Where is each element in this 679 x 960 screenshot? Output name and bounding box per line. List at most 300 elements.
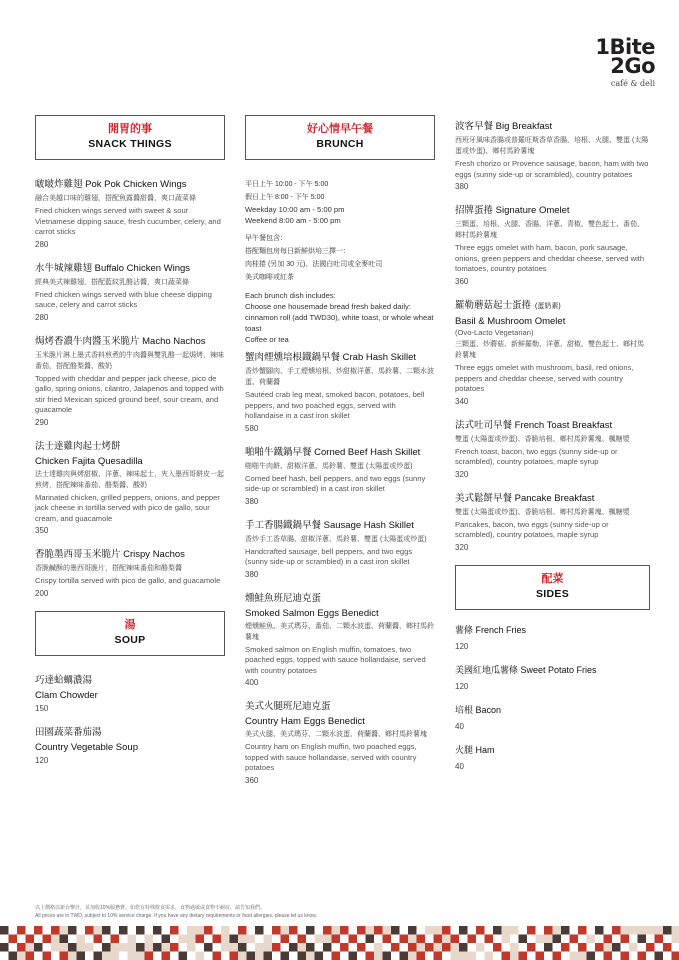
checker-square — [281, 935, 290, 944]
checker-square — [60, 952, 69, 960]
checker-square — [570, 943, 579, 952]
checker-square — [340, 943, 349, 952]
item-title: 香脆墨西哥玉米脆片 Crispy Nachos — [35, 549, 185, 560]
checker-square — [587, 926, 596, 935]
item-title: 啵啵炸雞翅 Pok Pok Chicken Wings — [35, 179, 187, 190]
checker-square — [51, 943, 60, 952]
checker-square — [111, 935, 120, 944]
checker-square — [264, 952, 273, 960]
checker-square — [94, 926, 103, 935]
checker-square — [621, 935, 630, 944]
item-price: 400 — [245, 678, 259, 687]
item-desc-zh: 美式火腿、美式瑪芬、二顆水波蛋、荷蘭醬、鄉村馬鈴薯塊 — [245, 731, 427, 738]
item-price: 350 — [35, 526, 49, 535]
item-desc-zh: 三顆蛋、炒蘑菇、新鮮羅勒、洋蔥、甜椒、雙色起士、鄉村馬鈴薯塊 — [455, 341, 644, 359]
item-desc-en: Topped with cheddar and pepper jack cheese, pico de gallo, spring onions, cilantro, Jalapenos and topped with stir fried Mexican spiced ground beef, sour cream, and guacamole — [35, 373, 224, 414]
checker-square — [442, 943, 451, 952]
checker-square — [289, 935, 298, 944]
checker-square — [17, 943, 26, 952]
side-item — [455, 664, 650, 692]
checker-square — [672, 926, 679, 935]
includes-en-line: Coffee or tea — [245, 335, 289, 344]
checker-square — [255, 952, 264, 960]
checker-square — [400, 952, 409, 960]
menu-item — [35, 726, 225, 766]
checker-square — [34, 926, 43, 935]
checker-square — [629, 943, 638, 952]
checker-square — [383, 943, 392, 952]
includes-zh-line: 搭配麵包房每日新鮮烘培三擇一： — [245, 248, 350, 255]
checker-square — [332, 935, 341, 944]
item-price: 380 — [245, 569, 259, 579]
menu-item — [455, 120, 650, 192]
checker-square — [553, 943, 562, 952]
item-title: 美式鬆餅早餐 Pancake Breakfast — [455, 492, 595, 504]
snack-items — [35, 178, 225, 599]
checker-square — [145, 935, 154, 944]
checker-square — [26, 952, 35, 960]
checker-square — [196, 943, 205, 952]
checker-square — [187, 935, 196, 944]
checker-square — [366, 935, 375, 944]
side-price: 40 — [455, 721, 464, 731]
checker-square — [553, 952, 562, 960]
checker-square — [374, 943, 383, 952]
checker-square — [264, 926, 273, 935]
checker-square — [9, 943, 18, 952]
menu-item — [35, 178, 225, 250]
breakfast-items — [455, 120, 650, 553]
hours-line: Weekday 10:00 am - 5:00 pm — [245, 205, 345, 214]
checker-square — [383, 935, 392, 944]
checker-square — [26, 935, 35, 944]
checker-square — [221, 926, 230, 935]
checker-square — [672, 952, 679, 960]
checker-square — [425, 943, 434, 952]
checker-square — [502, 943, 511, 952]
item-price: 290 — [35, 417, 49, 427]
checker-square — [527, 926, 536, 935]
checker-square — [502, 926, 511, 935]
checker-square — [638, 952, 647, 960]
checker-square — [128, 926, 137, 935]
item-desc-zh: 雙蛋 (太陽蛋或炒蛋)、香脆培根、鄉村馬鈴薯塊、楓糖漿 — [455, 435, 630, 443]
checker-square — [561, 943, 570, 952]
item-price: 280 — [35, 312, 49, 322]
checker-square — [374, 952, 383, 960]
checker-square — [612, 952, 621, 960]
checker-square — [128, 943, 137, 952]
menu-item — [35, 440, 225, 537]
checker-square — [357, 943, 366, 952]
checker-square — [162, 926, 171, 935]
checker-square — [655, 952, 664, 960]
checker-square — [544, 926, 553, 935]
item-title-text: 羅勒蘑菇起士蛋捲 — [455, 299, 532, 311]
checker-square — [162, 935, 171, 944]
item-desc-en: Fried chicken wings served with sweet & sour Vietnamese dipping sauce, fresh cucumber, celery, and carrot sticks — [35, 206, 221, 236]
checker-square — [94, 935, 103, 944]
item-title-note-en: (Ovo-Lacto Vegetarian) — [455, 327, 534, 337]
checker-square — [170, 952, 179, 960]
checker-square — [272, 935, 281, 944]
checker-square — [119, 935, 128, 944]
includes-en-line: Each brunch dish includes: — [245, 291, 336, 300]
menu-item — [35, 262, 225, 323]
checker-square — [0, 926, 9, 935]
checker-square — [663, 952, 672, 960]
checker-square — [459, 943, 468, 952]
checker-square — [136, 943, 145, 952]
includes-zh-line: 肉桂捲 (另加 30 元)、法國白吐司或全麥吐司 — [245, 261, 383, 268]
logo-tagline: café & deli — [610, 79, 655, 88]
checker-square — [366, 943, 375, 952]
checker-square — [451, 926, 460, 935]
checker-square — [77, 952, 86, 960]
checker-square — [357, 926, 366, 935]
checker-square — [646, 952, 655, 960]
checker-square — [315, 952, 324, 960]
item-desc-en: Smoked salmon on English muffin, tomatoes, two poached eggs, topped with sauce hollandaise, served with country potatoes — [245, 644, 426, 675]
checker-square — [323, 935, 332, 944]
checker-square — [374, 926, 383, 935]
checker-square — [655, 926, 664, 935]
checker-square — [34, 935, 43, 944]
checker-square — [306, 926, 315, 935]
sides-header — [455, 565, 650, 610]
checker-square — [68, 926, 77, 935]
side-title: 火腿 Ham — [455, 744, 495, 755]
checker-square — [272, 926, 281, 935]
item-title: 法式吐司早餐 French Toast Breakfast — [455, 419, 613, 431]
column-breakfast-sides — [455, 120, 650, 784]
checker-square — [519, 926, 528, 935]
checker-square — [238, 943, 247, 952]
item-price: 200 — [35, 588, 49, 598]
item-desc-zh: 西班牙風味香腸或普羅旺斯香草香腸、培根、火腿、雙蛋 (太陽蛋或炒蛋)、鄉村馬鈴薯塊 — [455, 137, 649, 155]
checker-square — [621, 943, 630, 952]
side-item — [455, 704, 650, 732]
checker-square — [417, 943, 426, 952]
checker-square — [170, 935, 179, 944]
checker-square — [85, 943, 94, 952]
item-title-en: Basil & Mushroom Omelet — [455, 315, 566, 327]
brunch-header-zh: 好心情早午餐 — [307, 123, 373, 135]
item-desc-en: Pancakes, bacon, two eggs (sunny side-up or scrambled), country potatoes, maple syrup — [455, 519, 609, 539]
item-title: 法士達雞肉起士烤餅 — [35, 440, 121, 452]
checker-square — [655, 943, 664, 952]
checker-square — [281, 952, 290, 960]
soup-header — [35, 611, 225, 656]
checker-square — [408, 943, 417, 952]
checker-square — [408, 926, 417, 935]
checker-square — [595, 943, 604, 952]
item-desc-zh: 經典美式辣雞翅，搭配藍紋乳酪沾醬，爽口蔬菜條 — [35, 278, 189, 286]
sides-header-en: SIDES — [535, 587, 569, 600]
checker-square — [213, 926, 222, 935]
checker-square — [561, 952, 570, 960]
item-title: 蟹肉煙燻培根鐵鍋早餐 Crab Hash Skillet — [245, 352, 417, 363]
item-price: 320 — [455, 542, 469, 552]
brunch-info — [245, 178, 435, 351]
checker-square — [391, 926, 400, 935]
item-desc-zh: 融合美越口味的雞翅，搭配魚露醬甜醬，爽口蔬菜條 — [35, 195, 196, 202]
checker-square — [578, 943, 587, 952]
checker-square — [119, 952, 128, 960]
side-price: 120 — [455, 681, 469, 691]
sides-header-zh: 配菜 — [541, 572, 564, 585]
item-desc-en: Fried chicken wings served with blue cheese dipping sauce, celery and carrot sticks — [35, 289, 212, 309]
checker-square — [187, 926, 196, 935]
checker-square — [527, 935, 536, 944]
checker-square — [238, 952, 247, 960]
checker-square — [340, 952, 349, 960]
checker-square — [153, 943, 162, 952]
item-price: 280 — [35, 239, 49, 249]
checker-square — [255, 926, 264, 935]
checker-square — [298, 935, 307, 944]
snack-header-en: SNACK THINGS — [88, 138, 172, 150]
checker-square — [400, 935, 409, 944]
checker-square — [179, 943, 188, 952]
item-desc-zh: 法士達雞肉與烤甜椒、洋蔥、辣味起士，夾入墨西哥餅皮一起煎烤，搭配辣味番茄、酪梨醬、酸奶 — [35, 470, 224, 489]
checker-square — [153, 926, 162, 935]
checker-square — [85, 935, 94, 944]
checker-square — [604, 935, 613, 944]
checker-square — [663, 943, 672, 952]
checker-square — [527, 943, 536, 952]
checker-square — [323, 926, 332, 935]
checker-square — [26, 943, 35, 952]
checker-square — [145, 952, 154, 960]
checker-square — [298, 926, 307, 935]
checker-square — [204, 926, 213, 935]
checker-square — [94, 952, 103, 960]
checker-square — [621, 926, 630, 935]
checker-square — [323, 943, 332, 952]
checker-square — [238, 935, 247, 944]
checker-square — [111, 926, 120, 935]
menu-item — [245, 519, 435, 580]
checker-square — [247, 926, 256, 935]
checker-pattern-decoration — [0, 926, 679, 960]
checker-square — [459, 935, 468, 944]
brunch-header — [245, 115, 435, 160]
checker-square — [111, 943, 120, 952]
checker-square — [646, 926, 655, 935]
checker-square — [502, 935, 511, 944]
checker-square — [536, 935, 545, 944]
checker-square — [221, 952, 230, 960]
brunch-header-en: BRUNCH — [316, 138, 364, 150]
checker-square — [0, 952, 9, 960]
checker-square — [272, 943, 281, 952]
checker-square — [587, 943, 596, 952]
checker-square — [425, 926, 434, 935]
checker-square — [638, 926, 647, 935]
checker-square — [587, 935, 596, 944]
checker-square — [230, 943, 239, 952]
footer-en: All prices are in TWD, subject to 10% service charge. If you have any dietary requirements or food allergies, please let us know. — [35, 913, 317, 919]
menu-item — [245, 351, 435, 434]
checker-square — [162, 943, 171, 952]
checker-square — [289, 926, 298, 935]
checker-square — [136, 926, 145, 935]
checker-square — [366, 926, 375, 935]
checker-square — [17, 935, 26, 944]
checker-square — [204, 952, 213, 960]
item-price: 380 — [245, 496, 259, 506]
checker-square — [672, 935, 679, 944]
checker-square — [68, 943, 77, 952]
item-desc-zh: 雙蛋 (太陽蛋或炒蛋)、香脆培根、鄉村馬鈴薯塊、楓糖漿 — [455, 508, 630, 516]
menu-item — [455, 419, 650, 480]
checker-square — [255, 943, 264, 952]
item-price: 150 — [35, 703, 49, 713]
checker-square — [561, 926, 570, 935]
checker-square — [102, 926, 111, 935]
item-price: 320 — [455, 469, 469, 479]
checker-square — [281, 926, 290, 935]
checker-square — [111, 952, 120, 960]
checker-square — [145, 926, 154, 935]
checker-square — [434, 935, 443, 944]
checker-square — [519, 935, 528, 944]
item-title: 水牛城辣雞翅 Buffalo Chicken Wings — [35, 262, 191, 274]
hours-line: Weekend 8:00 am - 5:00 pm — [245, 216, 341, 225]
item-title: 田園蔬菜番茄湯 — [35, 726, 102, 738]
checker-square — [94, 943, 103, 952]
item-desc-zh: 香炒蟹腳肉、手工煙燻培根、炒甜椒洋蔥、馬鈴薯、二顆水波蛋、荷蘭醬 — [245, 368, 434, 386]
item-title: 波客早餐 Big Breakfast — [455, 121, 553, 132]
checker-square — [468, 926, 477, 935]
checker-square — [510, 935, 519, 944]
item-title: 美式火腿班尼迪克蛋 — [245, 701, 331, 712]
checker-square — [612, 935, 621, 944]
checker-square — [349, 935, 358, 944]
checker-square — [536, 926, 545, 935]
checker-square — [68, 952, 77, 960]
checker-square — [442, 952, 451, 960]
checker-square — [417, 935, 426, 944]
checker-square — [306, 952, 315, 960]
checker-square — [587, 952, 596, 960]
checker-square — [391, 935, 400, 944]
item-price: 340 — [455, 396, 469, 406]
checker-square — [442, 926, 451, 935]
item-desc-en: Sautéed crab leg meat, smoked bacon, potatoes, bell peppers, and two poached eggs, served with hollandaise in a cast iron skillet — [245, 390, 425, 420]
menu-item — [35, 548, 225, 599]
checker-square — [43, 952, 52, 960]
menu-item — [35, 335, 225, 428]
includes-en-line: Choose one housemade bread fresh baked daily: cinnamon roll (add TWD30), white toast, or whole wheat toast — [245, 302, 434, 333]
checker-square — [638, 943, 647, 952]
checker-square — [434, 952, 443, 960]
checker-square — [417, 926, 426, 935]
checker-square — [119, 943, 128, 952]
checker-square — [476, 952, 485, 960]
checker-square — [578, 935, 587, 944]
checker-square — [621, 952, 630, 960]
includes-zh-line: 早午餐包含： — [245, 235, 287, 242]
checker-square — [604, 952, 613, 960]
checker-square — [60, 935, 69, 944]
checker-square — [485, 943, 494, 952]
checker-square — [281, 943, 290, 952]
checker-square — [230, 935, 239, 944]
checker-square — [510, 943, 519, 952]
checker-square — [349, 952, 358, 960]
checker-square — [332, 943, 341, 952]
checker-square — [306, 935, 315, 944]
checker-square — [247, 952, 256, 960]
checker-square — [595, 926, 604, 935]
menu-item — [455, 204, 650, 287]
menu-item — [245, 700, 435, 786]
checker-square — [196, 935, 205, 944]
checker-square — [51, 926, 60, 935]
footer-zh: 以上價格以新台幣計，並加收10%服務費。如您有特殊飲食需求，食物過敏或食物不耐症，請告知我們。 — [35, 905, 266, 911]
item-title: 焗烤香濃牛肉醬玉米脆片 Macho Nachos — [35, 335, 206, 347]
checker-square — [485, 935, 494, 944]
item-desc-zh: 香炒手工香草腸、甜椒洋蔥、馬鈴薯、雙蛋 (太陽蛋或炒蛋) — [245, 535, 427, 543]
footer-note — [35, 904, 635, 920]
item-desc-en: Country ham on English muffin, two poached eggs, topped with sauce hollandaise, served with country potatoes — [245, 742, 417, 772]
checker-square — [332, 926, 341, 935]
item-title-en: Country Ham Eggs Benedict — [245, 716, 365, 727]
checker-square — [43, 943, 52, 952]
side-title: 美國紅地瓜薯條 Sweet Potato Fries — [455, 664, 597, 675]
checker-square — [612, 943, 621, 952]
checker-square — [9, 935, 18, 944]
checker-square — [68, 935, 77, 944]
soup-header-en: SOUP — [114, 633, 146, 646]
soup-items — [35, 674, 225, 766]
checker-square — [247, 935, 256, 944]
checker-square — [408, 935, 417, 944]
item-title-en: Clam Chowder — [35, 689, 98, 701]
checker-square — [77, 935, 86, 944]
checker-square — [510, 952, 519, 960]
item-title-en: Smoked Salmon Eggs Benedict — [245, 607, 379, 619]
checker-square — [544, 935, 553, 944]
item-desc-en: Handcrafted sausage, bell peppers, and two eggs (sunny side-up or scrambled) in a cast iron skillet — [245, 546, 413, 566]
checker-square — [468, 952, 477, 960]
checker-square — [451, 935, 460, 944]
checker-square — [17, 926, 26, 935]
checker-square — [425, 935, 434, 944]
item-title: 巧達蛤蠣濃湯 — [35, 674, 93, 686]
checker-square — [272, 952, 281, 960]
column-brunch — [245, 115, 435, 798]
checker-square — [400, 943, 409, 952]
checker-square — [519, 952, 528, 960]
checker-square — [646, 943, 655, 952]
checker-square — [340, 935, 349, 944]
item-title-en: Chicken Fajita Quesadilla — [35, 455, 143, 467]
checker-square — [77, 943, 86, 952]
checker-square — [315, 926, 324, 935]
checker-square — [247, 943, 256, 952]
menu-item — [35, 674, 225, 714]
checker-square — [179, 926, 188, 935]
item-price: 360 — [455, 276, 469, 286]
checker-square — [179, 952, 188, 960]
checker-square — [502, 952, 511, 960]
checker-square — [51, 952, 60, 960]
checker-square — [340, 926, 349, 935]
checker-square — [544, 952, 553, 960]
